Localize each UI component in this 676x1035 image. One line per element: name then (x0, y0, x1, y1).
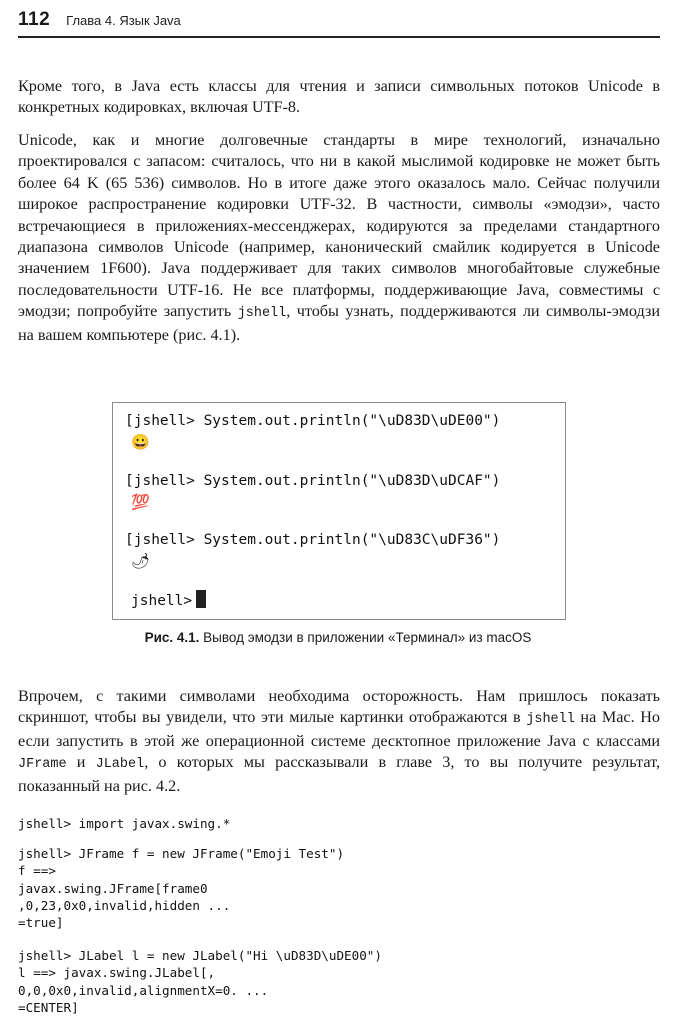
paragraph-caution (18, 686, 660, 797)
paragraph-text: и (66, 753, 96, 772)
inline-code-jlabel: JLabel (95, 757, 145, 773)
terminal-line-2: [jshell> System.out.println("\uD83D\uDCAF") (125, 473, 501, 489)
paragraph-text: на Mac. Но если запустить в этой же операционной системе десктопное приложение Java с классами (18, 708, 660, 750)
code-block-import: jshell> import javax.swing.* (18, 816, 231, 831)
page-number: 112 (18, 9, 51, 30)
paragraph-text: Unicode, как и многие долговечные стандарты в мире технологий, изначально проектировался с запасом: считалось, что ни в какой мыслимой кодировке не может быть более 64 K (65 536) символов. Но в итоге даже этого оказалось мало. Сейчас получили широкое распространение кодировки UTF-32. В частности, символы «эмодзи», часто встречающиеся в приложениях-мессенджерах, кодируются за пределами стандартного диапазона символов Unicode (например, канонический смайлик кодируется в Unicode значением 1F600). Java поддерживает для таких символов многобайтовые служебные последовательности UTF-16. Не все платформы, поддерживающие Java, совместимы с эмодзи; попробуйте запустить (18, 131, 660, 321)
terminal-cursor (196, 590, 206, 608)
figure-caption (0, 630, 676, 645)
figure-caption-text: Вывод эмодзи в приложении «Терминал» из macOS (199, 630, 532, 645)
chapter-title: Глава 4. Язык Java (66, 12, 181, 28)
inline-code-jframe: JFrame (18, 757, 67, 773)
code-block-jframe: jshell> JFrame f = new JFrame("Emoji Test") f ==> javax.swing.JFrame[frame0 ,0,23,0x0,invalid,hidden ... =true] (18, 846, 345, 931)
hot-pepper-emoji: 🌶 (131, 554, 151, 570)
paragraph-unicode-history (18, 130, 660, 346)
terminal-line-1: [jshell> System.out.println("\uD83D\uDE00") (125, 413, 501, 429)
paragraph-text: Впрочем, с такими символами необходима осторожность. Нам пришлось показать скриншот, чтобы вы увидели, что эти милые картинки отображаются в (18, 687, 660, 727)
terminal-prompt (131, 590, 206, 609)
terminal-screenshot (112, 402, 566, 620)
paragraph-unicode-streams: Кроме того, в Java есть классы для чтения и записи символьных потоков Unicode в конкретных кодировках, включая UTF-8. (18, 77, 660, 117)
inline-code-jshell: jshell (526, 712, 575, 728)
terminal-line-3: [jshell> System.out.println("\uD83C\uDF36") (125, 532, 501, 548)
hundred-points-emoji: 💯 (131, 495, 150, 511)
grinning-face-emoji: 😀 (131, 435, 150, 451)
page-header (18, 4, 660, 38)
inline-code-jshell: jshell (237, 306, 287, 322)
paragraph-text: , о которых мы рассказывали в главе 3, то вы получите результат, показанный на рис. 4.2. (18, 753, 660, 795)
figure-label: Рис. 4.1. (144, 630, 200, 645)
paragraph-text: , чтобы узнать, поддерживаются ли символы-эмодзи на вашем компьютере (рис. 4.1). (18, 302, 660, 344)
code-block-jlabel: jshell> JLabel l = new JLabel("Hi \uD83D\uDE00") l ==> javax.swing.JLabel[, 0,0,0x0,invalid,alignmentX=0. ... =CENTER] (18, 948, 382, 1015)
prompt-text: jshell> (131, 593, 193, 609)
